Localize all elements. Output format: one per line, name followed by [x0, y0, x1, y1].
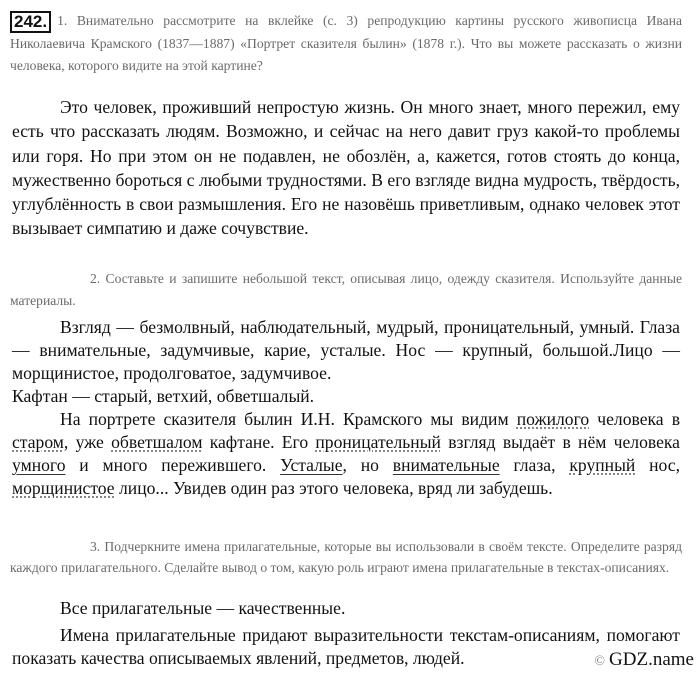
answer-3-line-2: Имена прилагательные придают выразительности текстам-описаниям, помогают показать качества описываемых явлений, предметов, людей. — [12, 625, 680, 668]
materials-line-2: Кафтан — старый, ветхий, обветшалый. — [12, 386, 315, 406]
task-2 — [10, 268, 682, 312]
underlined-adjective: умного — [12, 455, 66, 475]
underlined-adjective: обветшалом — [111, 432, 203, 452]
answer-3 — [12, 597, 680, 670]
essay-text: , уже — [63, 432, 112, 452]
task-3 — [10, 537, 682, 578]
task-3-text: 3. Подчеркните имена прилагательные, которые вы использовали в своём тексте. Определите разряд каждого прилагательного. Сделайте вывод о том, какую роль играют имена прилагательные в текстах-описаниях. — [10, 539, 682, 575]
essay-text: , но — [342, 455, 393, 475]
essay-text: кафтане. Его — [202, 432, 316, 452]
task-2-text: 2. Составьте и запишите небольшой текст, описывая лицо, одежду сказителя. Используйте данные материалы. — [10, 271, 682, 308]
underlined-adjective: внимательные — [392, 455, 500, 475]
essay-text: лицо... Увидев один раз этого человека, вряд ли забудешь. — [114, 478, 553, 498]
essay-text: глаза, — [499, 455, 570, 475]
answer-1-paragraph: Это человек, проживший непростую жизнь. Он много знает, много пережил, ему есть что рассказать людям. Возможно, и сейчас на него давит груз какой-то проблемы или горя. Но при этом он не подавлен, не обозлён, а, кажется, готов стоять до конца, мужественно бороться с любыми трудностями. В его взгляде видна мудрость, твёрдость, углублённость в свои размышления. Его не назовёшь приветливым, однако человек этот вызывает симпатию и даже сочувствие. — [12, 97, 680, 239]
underlined-adjective: крупный — [569, 455, 636, 475]
watermark — [594, 649, 694, 671]
answer-1 — [12, 95, 680, 241]
essay-text: и много пережившего. — [65, 455, 281, 475]
watermark-text: GDZ.name — [609, 649, 694, 670]
exercise-number: 242. — [10, 11, 51, 33]
essay-text: человека в — [589, 409, 680, 429]
underlined-adjective: проницательный — [315, 432, 441, 452]
materials-line-1: Взгляд — безмолвный, наблюдательный, мудрый, проницательный, умный. Глаза — внимательные, задумчивые, карие, усталые. Нос — крупный, большой.Лицо — морщинистое, продолговатое, задумчивое. — [12, 317, 680, 383]
essay-paragraph — [12, 408, 680, 500]
underlined-adjective: морщинистое — [12, 478, 115, 498]
underlined-adjective: старом — [12, 432, 64, 452]
essay-text: взгляд выдаёт в нём человека — [440, 432, 680, 452]
task-1 — [10, 10, 682, 77]
answer-2 — [12, 316, 680, 500]
answer-3-line-1: Все прилагательные — качественные. — [60, 598, 346, 618]
essay-text: нос, — [635, 455, 680, 475]
essay-text: На портрете сказителя былин И.Н. Крамского мы видим — [60, 409, 517, 429]
copyright-icon: © — [594, 654, 606, 669]
underlined-adjective: пожилого — [516, 409, 590, 429]
underlined-adjective: Усталые — [280, 455, 343, 475]
task-1-text: 1. Внимательно рассмотрите на вклейке (с. 3) репродукцию картины русского живописца Ивана Николаевича Крамского (1837—1887) «Портрет сказителя былин» (1878 г.). Что вы можете рассказать о жизни человека, которого видите на этой картине? — [10, 13, 682, 73]
